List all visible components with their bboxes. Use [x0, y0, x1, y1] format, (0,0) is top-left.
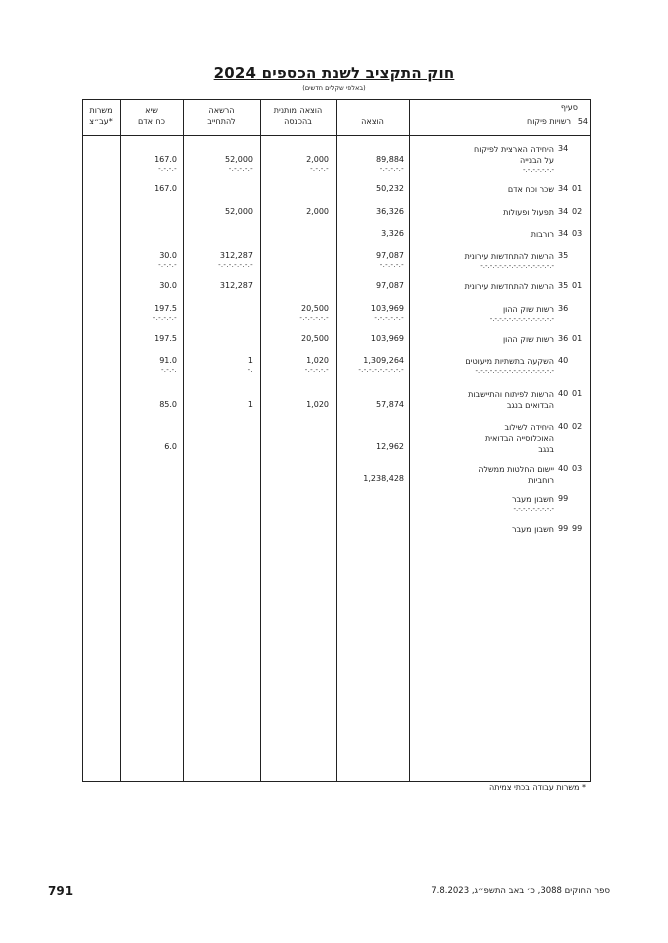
page-subtitle: (באלפי שקלים חדשים) — [302, 84, 366, 92]
conditional-value: 20,500 — [301, 304, 329, 313]
section-code: 36 — [558, 304, 569, 313]
manpower-value: 6.0 — [164, 442, 177, 451]
manpower-value: 91.0 — [159, 356, 177, 365]
expense-value: 1,238,428 — [363, 474, 404, 483]
row-name-line: רוחביות — [528, 476, 554, 485]
conditional-value: 1,020 — [306, 400, 329, 409]
manpower-value: 167.0 — [154, 184, 177, 193]
manpower-value: 30.0 — [159, 251, 177, 260]
subsection-code: 01 — [572, 281, 583, 290]
column-divider — [120, 99, 121, 782]
header-section: סעיף — [560, 103, 578, 112]
row-name: היחידה הארצית לפיקוח — [473, 145, 554, 154]
header-positions-2: עב״צ* — [89, 117, 113, 126]
row-name: יישום החלטות ממשלה — [478, 465, 554, 474]
section-code: 99 — [558, 524, 569, 533]
row-name: הרשות להתחדשות עירונית — [464, 282, 554, 291]
expense-dashes: -.-.-.-.-.- — [374, 314, 404, 322]
commitment-dashes: -.-.-.-.-.-.- — [218, 261, 253, 269]
section-code: 34 — [558, 207, 569, 216]
header-divider — [82, 135, 591, 136]
row-name: היחידה לשילוב — [504, 423, 554, 432]
subsection-code: 99 — [572, 524, 583, 533]
commitment-value: 312,287 — [219, 251, 253, 260]
commitment-value: 52,000 — [225, 207, 253, 216]
row-name: רשות שוק ההון — [502, 305, 554, 314]
conditional-value: 2,000 — [306, 155, 329, 164]
row-name-dashes: -.-.-.-.-.-.- — [522, 166, 554, 174]
row-name: רורבות — [530, 230, 554, 239]
expense-value: 103,969 — [370, 304, 404, 313]
conditional-dashes: -.-.-.-.-.- — [299, 314, 329, 322]
header-section-code: 54 — [577, 117, 588, 126]
expense-value: 89,884 — [376, 155, 404, 164]
row-name: תפעול ופעולות — [503, 208, 554, 217]
row-name: רשות שוק ההון — [502, 335, 554, 344]
expense-value: 50,232 — [376, 184, 404, 193]
page-number: 791 — [48, 884, 74, 898]
subsection-code: 01 — [572, 389, 583, 398]
row-name-line: האוכלוסייה הבדואית — [484, 434, 554, 443]
section-code: 34 — [558, 144, 569, 153]
commitment-value: 312,287 — [219, 281, 253, 290]
manpower-value: 30.0 — [159, 281, 177, 290]
row-name-dashes: -.-.-.-.-.-.-.-.-.-.-.-.-.- — [489, 315, 554, 323]
manpower-value: 167.0 — [154, 155, 177, 164]
expense-value: 1,309,264 — [363, 356, 404, 365]
section-code: 99 — [558, 494, 569, 503]
footnote: * משרות עבודה בכתי צמיתה — [489, 783, 586, 792]
row-name-line: בנגב — [538, 445, 554, 454]
section-code: 40 — [558, 422, 569, 431]
manpower-value: 197.5 — [154, 304, 177, 313]
manpower-dashes: -.-.-.- — [158, 165, 177, 173]
subsection-code: 01 — [572, 184, 583, 193]
column-divider — [336, 99, 337, 782]
conditional-dashes: -.-.-.-.- — [304, 366, 329, 374]
expense-value: 97,087 — [376, 251, 404, 260]
row-name-dashes: -.-.-.-.-.-.-.-.-.-.-.-.-.-.-.- — [480, 262, 554, 270]
header-manpower-1: שיא — [145, 106, 158, 115]
section-code: 40 — [558, 356, 569, 365]
header-section-name: רשויות פיקוח — [527, 117, 571, 126]
row-name-line: על הבנייה — [520, 156, 554, 165]
header-positions-1: משרות — [89, 106, 113, 115]
row-name: השקעה בתשתיות מיעוטים — [465, 357, 554, 366]
commitment-value: 52,000 — [225, 155, 253, 164]
row-name-line: הבדואים בנגב — [506, 401, 554, 410]
manpower-dashes: -.-.-.- — [158, 261, 177, 269]
subsection-code: 03 — [572, 464, 583, 473]
row-name: הרשות להתחדשות עירונית — [464, 252, 554, 261]
header-commitment-2: להתחייב — [207, 117, 236, 126]
section-code: 35 — [558, 281, 569, 290]
expense-value: 3,326 — [381, 229, 404, 238]
subsection-code: 02 — [572, 207, 583, 216]
row-name: הרשות לפיתוח והתיישבות — [468, 390, 554, 399]
header-conditional-1: הוצאה מותנית — [273, 106, 323, 115]
page-title: חוק התקציב לשנת הכספים 2024 — [213, 64, 455, 82]
header-manpower-2: כח אדם — [137, 117, 166, 126]
row-name-dashes: -.-.-.-.-.-.-.-.-.-.-.-.-.-.-.-.- — [475, 367, 554, 375]
manpower-dashes: -.-.-. — [160, 366, 177, 374]
commitment-value: 1 — [247, 400, 253, 409]
expense-dashes: -.-.-.-.- — [379, 261, 404, 269]
row-name: שכר וכח אדם — [507, 185, 554, 194]
column-divider — [183, 99, 184, 782]
subsection-code: 02 — [572, 422, 583, 431]
expense-dashes: -.-.-.-.- — [379, 165, 404, 173]
column-divider — [260, 99, 261, 782]
conditional-value: 20,500 — [301, 334, 329, 343]
conditional-value: 1,020 — [306, 356, 329, 365]
conditional-dashes: -.-.-.- — [310, 165, 329, 173]
section-code: 36 — [558, 334, 569, 343]
header-conditional-2: בהכנסה — [284, 117, 312, 126]
section-code: 35 — [558, 251, 569, 260]
manpower-value: 197.5 — [154, 334, 177, 343]
expense-value: 103,969 — [370, 334, 404, 343]
footer-citation: ספר החוקים 3088, כ׳ באב התשפ״ג, 7.8.2023 — [431, 886, 610, 896]
section-code: 40 — [558, 464, 569, 473]
row-name: חשבון מעבר — [511, 495, 554, 504]
row-name-dashes: -.-.-.-.-.-.-.-.- — [513, 505, 554, 513]
manpower-dashes: -.-.-.-.- — [152, 314, 177, 322]
expense-value: 57,874 — [376, 400, 404, 409]
expense-dashes: -.-.-.-.-.-.-.-.- — [358, 366, 404, 374]
subsection-code: 01 — [572, 334, 583, 343]
header-commitment-1: הרשאה — [208, 106, 235, 115]
commitment-value: 1 — [247, 356, 253, 365]
expense-value: 97,087 — [376, 281, 404, 290]
section-code: 34 — [558, 229, 569, 238]
section-code: 40 — [558, 389, 569, 398]
expense-value: 12,962 — [376, 442, 404, 451]
header-expense: הוצאה — [361, 117, 384, 126]
section-code: 34 — [558, 184, 569, 193]
conditional-value: 2,000 — [306, 207, 329, 216]
manpower-value: 85.0 — [159, 400, 177, 409]
commitment-dashes: -. — [247, 366, 253, 374]
commitment-dashes: -.-.-.-.- — [228, 165, 253, 173]
subsection-code: 03 — [572, 229, 583, 238]
expense-value: 36,326 — [376, 207, 404, 216]
row-name: חשבון מעבר — [511, 525, 554, 534]
